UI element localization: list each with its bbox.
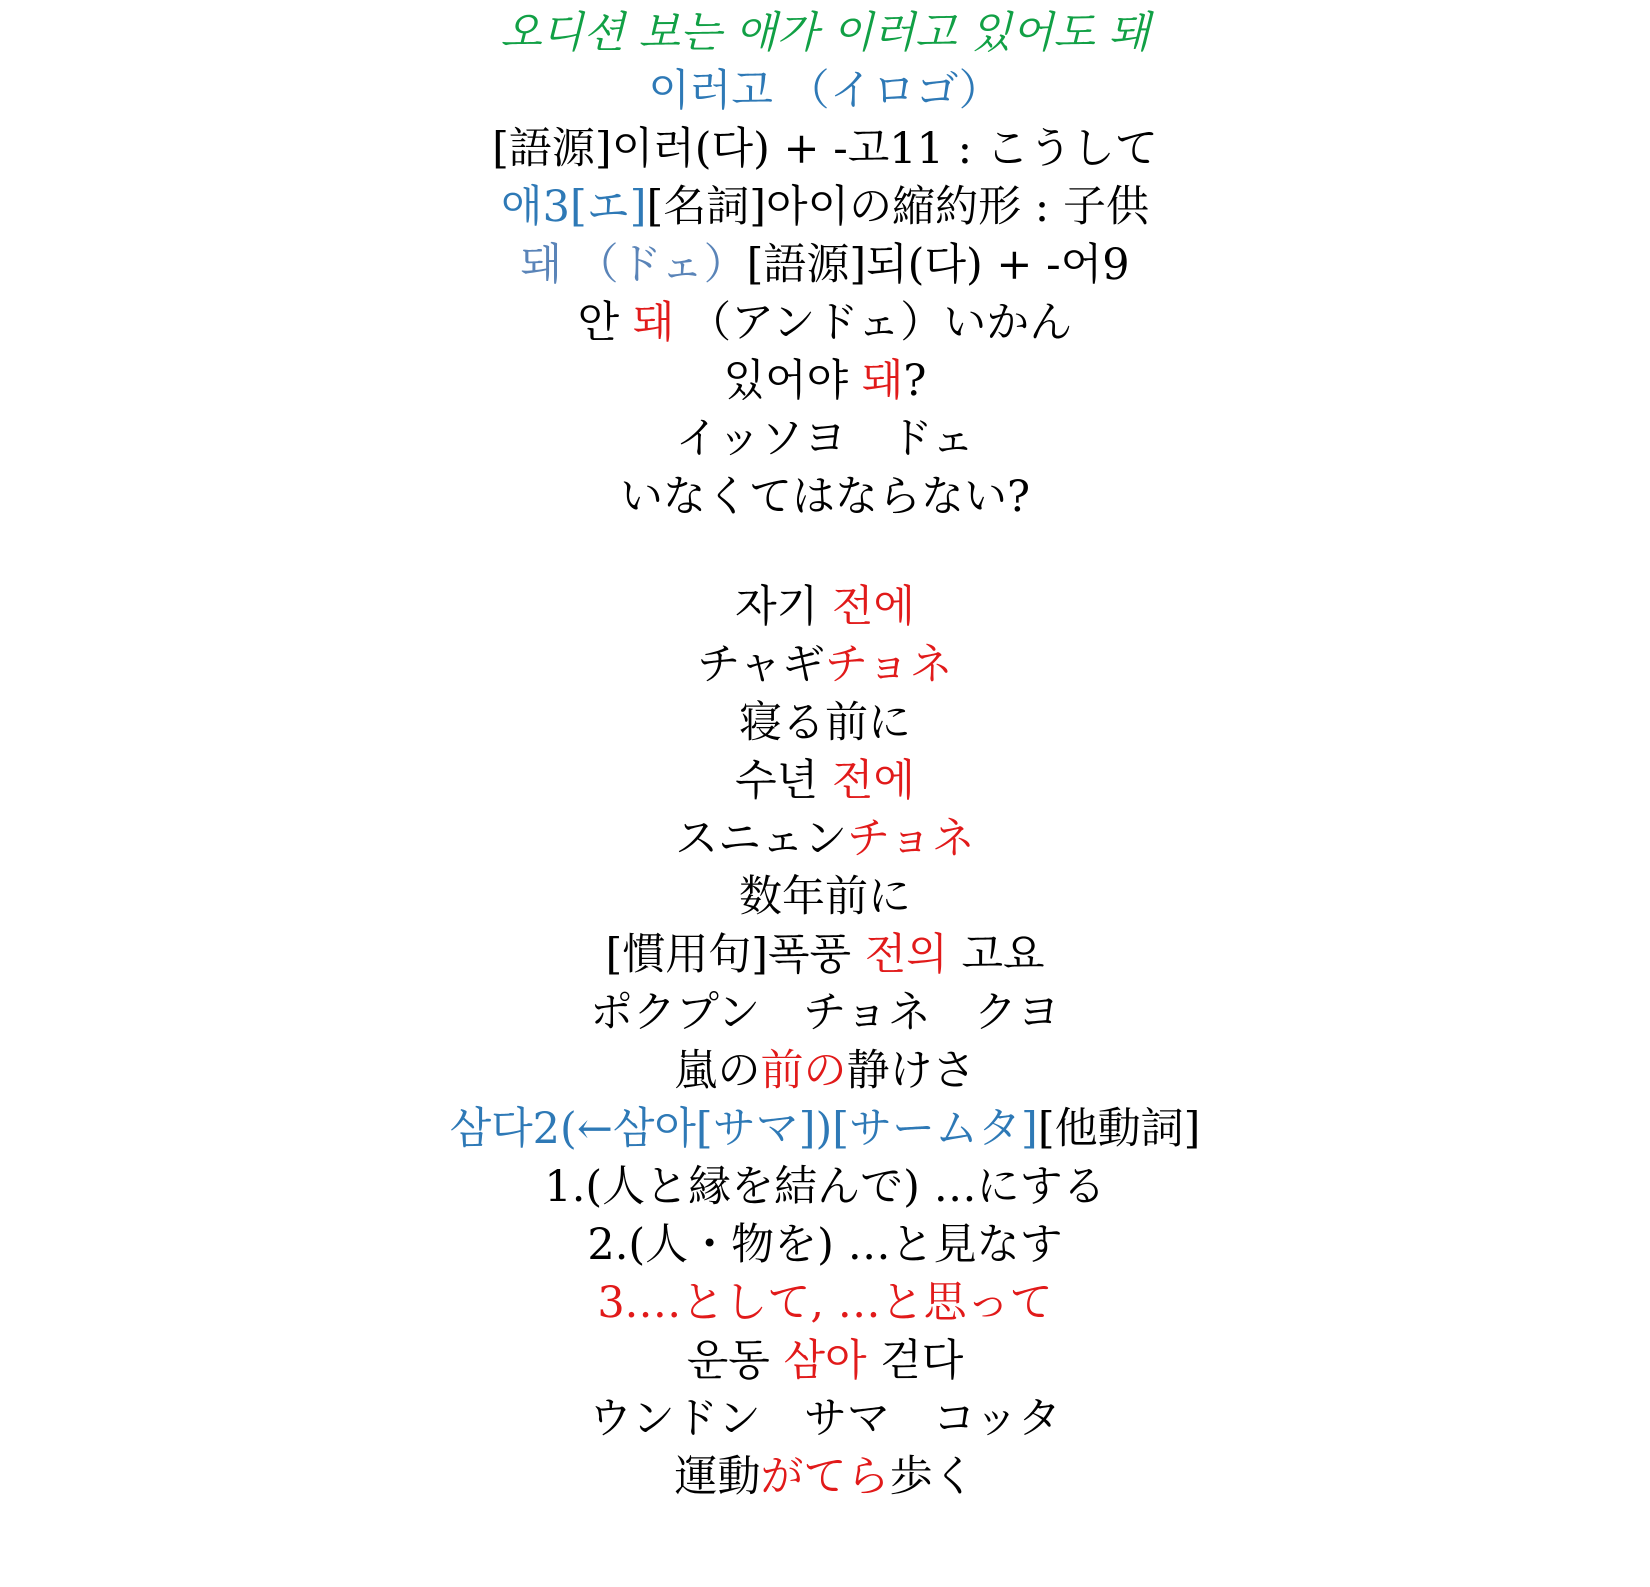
text-segment: 있어야 <box>723 356 862 406</box>
example-line <box>0 352 1650 410</box>
translation-line <box>0 1042 1650 1100</box>
idiom-line <box>0 926 1650 984</box>
definition-line <box>0 1158 1650 1216</box>
definition-text: [名詞]아이の縮約形 : 子供 <box>646 182 1149 232</box>
highlight-segment: 전에 <box>831 582 915 632</box>
reading-line <box>0 984 1650 1042</box>
example-line <box>0 752 1650 810</box>
vocab-headword: 이러고 （イロゴ） <box>648 66 1002 116</box>
text-segment: 자기 <box>735 582 832 632</box>
vocab-headword: 애3[エ] <box>501 182 647 232</box>
text-segment: 고요 <box>947 930 1045 980</box>
text-segment: 静けさ <box>846 1046 976 1096</box>
example-sentence: 오디션 보는 애가 이러고 있어도 돼 <box>500 8 1150 58</box>
highlight-segment: 삼아 <box>783 1336 867 1386</box>
text-segment: 안 <box>577 298 633 348</box>
text-segment: 운동 <box>686 1336 784 1386</box>
translation-line <box>0 1448 1650 1506</box>
vocab-entry-line <box>0 1100 1650 1158</box>
translation-line <box>0 468 1650 526</box>
text-segment: （アンドェ）いかん <box>674 298 1073 348</box>
definition-line <box>0 1216 1650 1274</box>
reading-text: ウンドン サマ コッタ <box>588 1394 1062 1444</box>
example-sentence-line <box>0 4 1650 62</box>
text-segment: 嵐の <box>674 1046 761 1096</box>
translation-text: 数年前に <box>739 872 911 922</box>
vocab-headword-line <box>0 62 1650 120</box>
vocab-headword: 삼다2(←삼아[サマ])[サームタ] <box>449 1104 1038 1154</box>
highlight-segment: 돼 <box>632 298 675 348</box>
highlight-segment: チョネ <box>847 814 975 864</box>
translation-line <box>0 694 1650 752</box>
definition-text: 2.(人・物を) …と見なす <box>587 1220 1063 1270</box>
reading-text: チャギ <box>697 640 825 690</box>
text-segment: 걷다 <box>866 1336 964 1386</box>
definition-text: 1.(人と縁を結んで) …にする <box>544 1162 1106 1212</box>
highlight-segment: チョネ <box>825 640 953 690</box>
text-segment: 歩く <box>889 1452 976 1502</box>
translation-line <box>0 868 1650 926</box>
vocab-headword: 돼 （ドェ） <box>520 240 747 290</box>
example-line <box>0 1332 1650 1390</box>
reading-line <box>0 1390 1650 1448</box>
reading-line <box>0 636 1650 694</box>
reading-line <box>0 410 1650 468</box>
etymology-line <box>0 120 1650 178</box>
vocab-entry-line <box>0 236 1650 294</box>
highlight-segment: 전의 <box>864 930 948 980</box>
etymology-text: [語源]이러(다) + -고11 : こうして <box>492 124 1158 174</box>
part-of-speech: [他動詞] <box>1037 1104 1201 1154</box>
etymology-text: [語源]되(다) + -어9 <box>746 240 1130 290</box>
definition-line <box>0 1274 1650 1332</box>
example-line <box>0 578 1650 636</box>
definition-text: 3.…として, …と思って <box>597 1278 1053 1328</box>
reading-line <box>0 810 1650 868</box>
text-segment: ? <box>903 356 927 406</box>
highlight-segment: 돼 <box>861 356 904 406</box>
vocab-entry-line <box>0 178 1650 236</box>
text-segment: 運動 <box>674 1452 761 1502</box>
highlight-segment: 前の <box>760 1046 847 1096</box>
translation-text: 寝る前に <box>739 698 911 748</box>
translation-text: いなくてはならない? <box>619 472 1031 522</box>
highlight-segment: がてら <box>760 1452 890 1502</box>
highlight-segment: 전에 <box>831 756 915 806</box>
text-segment: 수년 <box>735 756 832 806</box>
example-line <box>0 294 1650 352</box>
reading-text: イッソヨ ドェ <box>675 414 975 464</box>
reading-text: ポクプン チョネ クヨ <box>590 988 1060 1038</box>
reading-text: スニェン <box>675 814 848 864</box>
text-segment: [慣用句]폭풍 <box>605 930 865 980</box>
